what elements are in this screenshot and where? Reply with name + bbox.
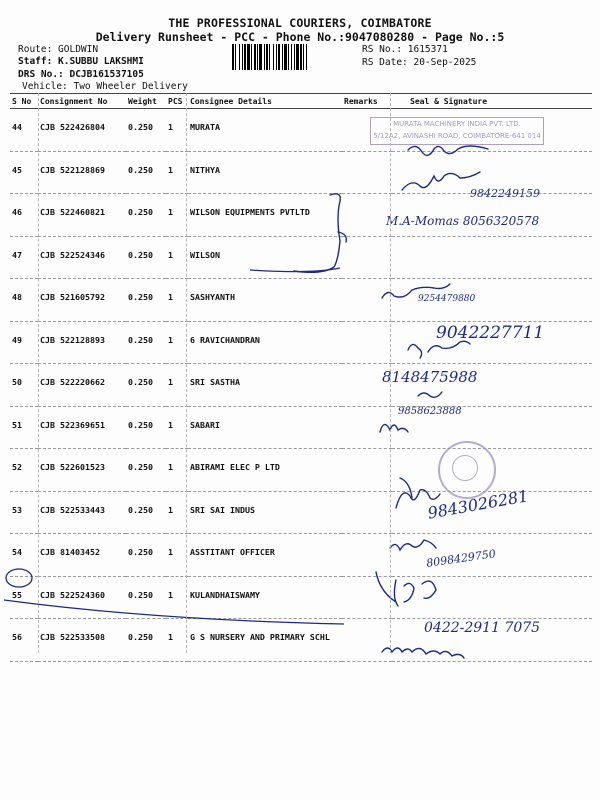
- cell-weight: [126, 321, 166, 364]
- cell-consignment-text: CJB 522369651: [40, 419, 105, 430]
- cell-sno: [10, 619, 38, 662]
- cell-pcs: [166, 534, 188, 577]
- cell-consignment-text: CJB 522220662: [40, 377, 105, 387]
- cell-consignee-text: SABARI: [190, 419, 220, 430]
- cell-weight: [126, 236, 166, 279]
- cell-remarks-text: [344, 577, 390, 590]
- cell-remarks-text: [344, 194, 390, 207]
- cell-sno: [10, 576, 38, 619]
- cell-sno: [10, 194, 38, 237]
- cell-consignee: [188, 109, 342, 152]
- cell-signature: [392, 576, 592, 619]
- cell-weight: [126, 194, 166, 237]
- column-divider-3: [390, 93, 391, 653]
- cell-consignment: [38, 321, 126, 364]
- cell-consignment: [38, 194, 126, 237]
- cell-sno-text: 53: [12, 504, 22, 515]
- cell-sno-text: 55: [12, 589, 22, 600]
- cell-pcs-text: 1: [168, 122, 173, 132]
- cell-signature-text: [394, 152, 590, 165]
- table-row: [10, 279, 592, 322]
- cell-weight: [126, 534, 166, 577]
- cell-sno-text: 45: [12, 164, 22, 175]
- cell-sno: [10, 534, 38, 577]
- stamp-line-2: 5/12A2, AVINASHI ROAD, COIMBATORE-641 014: [373, 132, 541, 140]
- cell-consignee-text: ASSTITANT OFFICER: [190, 547, 275, 557]
- cell-consignment: [38, 534, 126, 577]
- cell-consignee: [188, 534, 342, 577]
- column-divider-1: [38, 93, 39, 653]
- table-header-row: [10, 94, 592, 109]
- rs-number: RS No.: 1615371: [362, 44, 448, 55]
- cell-sno-text: 47: [12, 249, 22, 260]
- cell-consignee-text: KULANDHAISWAMY: [190, 589, 260, 600]
- cell-weight: [126, 619, 166, 662]
- cell-pcs-text: 1: [168, 462, 173, 472]
- cell-consignee: [188, 406, 342, 449]
- cell-weight-text: 0.250: [128, 632, 153, 642]
- cell-remarks: [342, 151, 392, 194]
- handwritten-phone-51: 9858623888: [398, 406, 462, 417]
- cell-weight: [126, 151, 166, 194]
- cell-pcs: [166, 236, 188, 279]
- cell-weight: [126, 449, 166, 492]
- table-row: [10, 449, 592, 492]
- cell-remarks-text: [344, 492, 390, 505]
- cell-consignment: [38, 279, 126, 322]
- cell-consignee: [188, 321, 342, 364]
- cell-pcs: [166, 151, 188, 194]
- company-title: THE PROFESSIONAL COURIERS, COIMBATORE: [168, 16, 432, 30]
- cell-remarks: [342, 619, 392, 662]
- cell-remarks: [342, 321, 392, 364]
- cell-consignment-text: CJB 522533508: [40, 632, 105, 642]
- handwritten-phone-46: 9842249159: [470, 187, 540, 200]
- cell-pcs-text: 1: [168, 292, 173, 302]
- cell-consignee: [188, 279, 342, 322]
- cell-sno-text: 48: [12, 292, 22, 302]
- cell-consignee-text: SASHYANTH: [190, 292, 235, 302]
- cell-weight-text: 0.250: [128, 249, 153, 260]
- col-header-consignment: Consignment No: [38, 94, 126, 109]
- cell-remarks-text: [344, 534, 390, 547]
- route-label: Route: GOLDWIN: [18, 44, 99, 55]
- cell-remarks-text: [344, 152, 390, 165]
- cell-remarks: [342, 194, 392, 237]
- cell-remarks: [342, 449, 392, 492]
- cell-weight-text: 0.250: [128, 164, 153, 175]
- drs-number: DRS No.: DCJB161537105: [18, 69, 144, 80]
- cell-signature-text: [394, 279, 590, 292]
- cell-pcs: [166, 321, 188, 364]
- cell-pcs: [166, 576, 188, 619]
- cell-pcs-text: 1: [168, 377, 173, 387]
- column-divider-2: [186, 93, 187, 653]
- handwritten-name-46: M.A-Momas 8056320578: [386, 214, 540, 228]
- staff-label: Staff: K.SUBBU LAKSHMI: [18, 56, 144, 67]
- cell-consignee: [188, 619, 342, 662]
- cell-consignee: [188, 151, 342, 194]
- cell-sno: [10, 321, 38, 364]
- cell-weight-text: 0.250: [128, 547, 153, 557]
- cell-consignee: [188, 576, 342, 619]
- cell-consignee: [188, 236, 342, 279]
- cell-sno: [10, 364, 38, 407]
- cell-consignment-text: CJB 522533443: [40, 504, 105, 515]
- cell-consignment-text: CJB 522524360: [40, 589, 105, 600]
- rs-date: RS Date: 20-Sep-2025: [362, 57, 477, 68]
- col-header-signature: Seal & Signature: [392, 94, 592, 109]
- cell-weight: [126, 364, 166, 407]
- cell-sno: [10, 151, 38, 194]
- cell-consignee: [188, 364, 342, 407]
- cell-consignment-text: CJB 521605792: [40, 292, 105, 302]
- barcode: [232, 44, 358, 70]
- cell-sno-text: 51: [12, 419, 22, 430]
- cell-remarks-text: [344, 279, 390, 292]
- cell-pcs: [166, 491, 188, 534]
- cell-consignee-text: NITHYA: [190, 164, 220, 175]
- cell-pcs: [166, 109, 188, 152]
- cell-pcs-text: 1: [168, 249, 173, 260]
- cell-remarks-text: [344, 619, 390, 632]
- cell-remarks: [342, 534, 392, 577]
- cell-remarks: [342, 406, 392, 449]
- cell-weight: [126, 279, 166, 322]
- cell-consignment: [38, 406, 126, 449]
- cell-consignment: [38, 619, 126, 662]
- cell-pcs: [166, 406, 188, 449]
- cell-sno: [10, 236, 38, 279]
- cell-pcs-text: 1: [168, 334, 173, 345]
- cell-signature-text: [394, 534, 590, 547]
- cell-sno-text: 49: [12, 334, 22, 345]
- cell-consignee: [188, 491, 342, 534]
- cell-consignment-text: CJB 522128893: [40, 334, 105, 345]
- cell-consignment: [38, 576, 126, 619]
- col-header-weight: Weight: [126, 94, 166, 109]
- cell-remarks-text: [344, 322, 390, 335]
- cell-pcs: [166, 279, 188, 322]
- barcode-bar: [307, 44, 310, 70]
- cell-consignee: [188, 194, 342, 237]
- cell-consignment: [38, 151, 126, 194]
- cell-weight-text: 0.250: [128, 462, 153, 472]
- table-row: [10, 364, 592, 407]
- cell-consignment-text: CJB 522601523: [40, 462, 105, 472]
- cell-pcs-text: 1: [168, 632, 173, 642]
- cell-pcs-text: 1: [168, 419, 173, 430]
- table-row: [10, 406, 592, 449]
- cell-weight-text: 0.250: [128, 589, 153, 600]
- cell-sno-text: 44: [12, 122, 22, 132]
- table-row: [10, 576, 592, 619]
- cell-remarks-text: [344, 237, 390, 250]
- cell-weight: [126, 109, 166, 152]
- runsheet-subtitle: Delivery Runsheet - PCC - Phone No.:9047080280 - Page No.:5: [95, 30, 505, 44]
- cell-remarks: [342, 236, 392, 279]
- cell-consignee-text: SRI SAI INDUS: [190, 504, 255, 515]
- cell-consignee-text: WILSON: [190, 249, 220, 260]
- cell-consignment: [38, 449, 126, 492]
- stamp-line-1: MURATA MACHINERY INDIA PVT. LTD.: [393, 120, 521, 128]
- cell-weight-text: 0.250: [128, 419, 153, 430]
- cell-remarks-text: [344, 407, 390, 420]
- cell-weight-text: 0.250: [128, 504, 153, 515]
- cell-consignment-text: CJB 522524346: [40, 249, 105, 260]
- cell-weight: [126, 576, 166, 619]
- cell-pcs: [166, 194, 188, 237]
- runsheet-table: [10, 93, 592, 662]
- cell-consignee-text: MURATA: [190, 122, 220, 132]
- cell-weight-text: 0.250: [128, 122, 153, 132]
- cell-sno: [10, 279, 38, 322]
- cell-weight: [126, 406, 166, 449]
- handwritten-phone-54: 8098429750: [425, 547, 497, 570]
- cell-sno-text: 46: [12, 207, 22, 217]
- cell-consignee-text: SRI SASTHA: [190, 377, 240, 387]
- col-header-consignee: Consignee Details: [188, 94, 342, 109]
- company-stamp: [370, 117, 544, 145]
- cell-sno: [10, 449, 38, 492]
- cell-sno: [10, 109, 38, 152]
- cell-pcs-text: 1: [168, 164, 173, 175]
- cell-consignee-text: 6 RAVICHANDRAN: [190, 334, 260, 345]
- cell-remarks: [342, 491, 392, 534]
- cell-sno-text: 54: [12, 547, 22, 557]
- cell-consignment-text: CJB 522460821: [40, 207, 105, 217]
- handwritten-phone-56: 0422-2911 7075: [424, 620, 541, 636]
- cell-consignee-text: G S NURSERY AND PRIMARY SCHL: [190, 632, 330, 642]
- cell-consignment: [38, 491, 126, 534]
- cell-weight-text: 0.250: [128, 334, 153, 345]
- handwritten-phone-49: 9042227711: [436, 323, 545, 343]
- cell-weight-text: 0.250: [128, 377, 153, 387]
- cell-sno-text: 50: [12, 377, 22, 387]
- cell-consignee-text: ABIRAMI ELEC P LTD: [190, 462, 280, 472]
- cell-consignment: [38, 109, 126, 152]
- cell-consignment: [38, 364, 126, 407]
- cell-weight: [126, 491, 166, 534]
- handwritten-phone-48: 9254479880: [418, 294, 476, 304]
- col-header-pcs: PCS: [166, 94, 188, 109]
- cell-sno-text: 56: [12, 632, 22, 642]
- col-header-remarks: Remarks: [342, 94, 392, 109]
- cell-consignment-text: CJB 522128869: [40, 164, 105, 175]
- col-header-sno: S No: [10, 94, 38, 109]
- cell-signature-text: [394, 577, 590, 590]
- cell-consignment-text: CJB 81403452: [40, 547, 100, 557]
- cell-consignee-text: WILSON EQUIPMENTS PVTLTD: [190, 207, 310, 217]
- handwritten-phone-53: 9843026281: [426, 486, 530, 523]
- cell-remarks: [342, 279, 392, 322]
- cell-pcs: [166, 449, 188, 492]
- cell-pcs-text: 1: [168, 547, 173, 557]
- round-seal-inner: [452, 455, 478, 481]
- cell-pcs-text: 1: [168, 589, 173, 600]
- cell-consignment: [38, 236, 126, 279]
- cell-signature-text: [394, 237, 590, 250]
- table-row: [10, 534, 592, 577]
- cell-remarks: [342, 576, 392, 619]
- cell-sno: [10, 491, 38, 534]
- cell-signature: [392, 236, 592, 279]
- cell-sno: [10, 406, 38, 449]
- cell-pcs: [166, 619, 188, 662]
- cell-pcs-text: 1: [168, 504, 173, 515]
- cell-remarks-text: [344, 449, 390, 462]
- cell-pcs: [166, 364, 188, 407]
- cell-weight-text: 0.250: [128, 292, 153, 302]
- table-row: [10, 236, 592, 279]
- cell-pcs-text: 1: [168, 207, 173, 217]
- handwritten-phone-50: 8148475988: [382, 368, 478, 386]
- vehicle-label: Vehicle: Two Wheeler Delivery: [22, 81, 188, 92]
- cell-consignee: [188, 449, 342, 492]
- cell-sno-text: 52: [12, 462, 22, 472]
- cell-consignment-text: CJB 522426804: [40, 122, 105, 132]
- cell-weight-text: 0.250: [128, 207, 153, 217]
